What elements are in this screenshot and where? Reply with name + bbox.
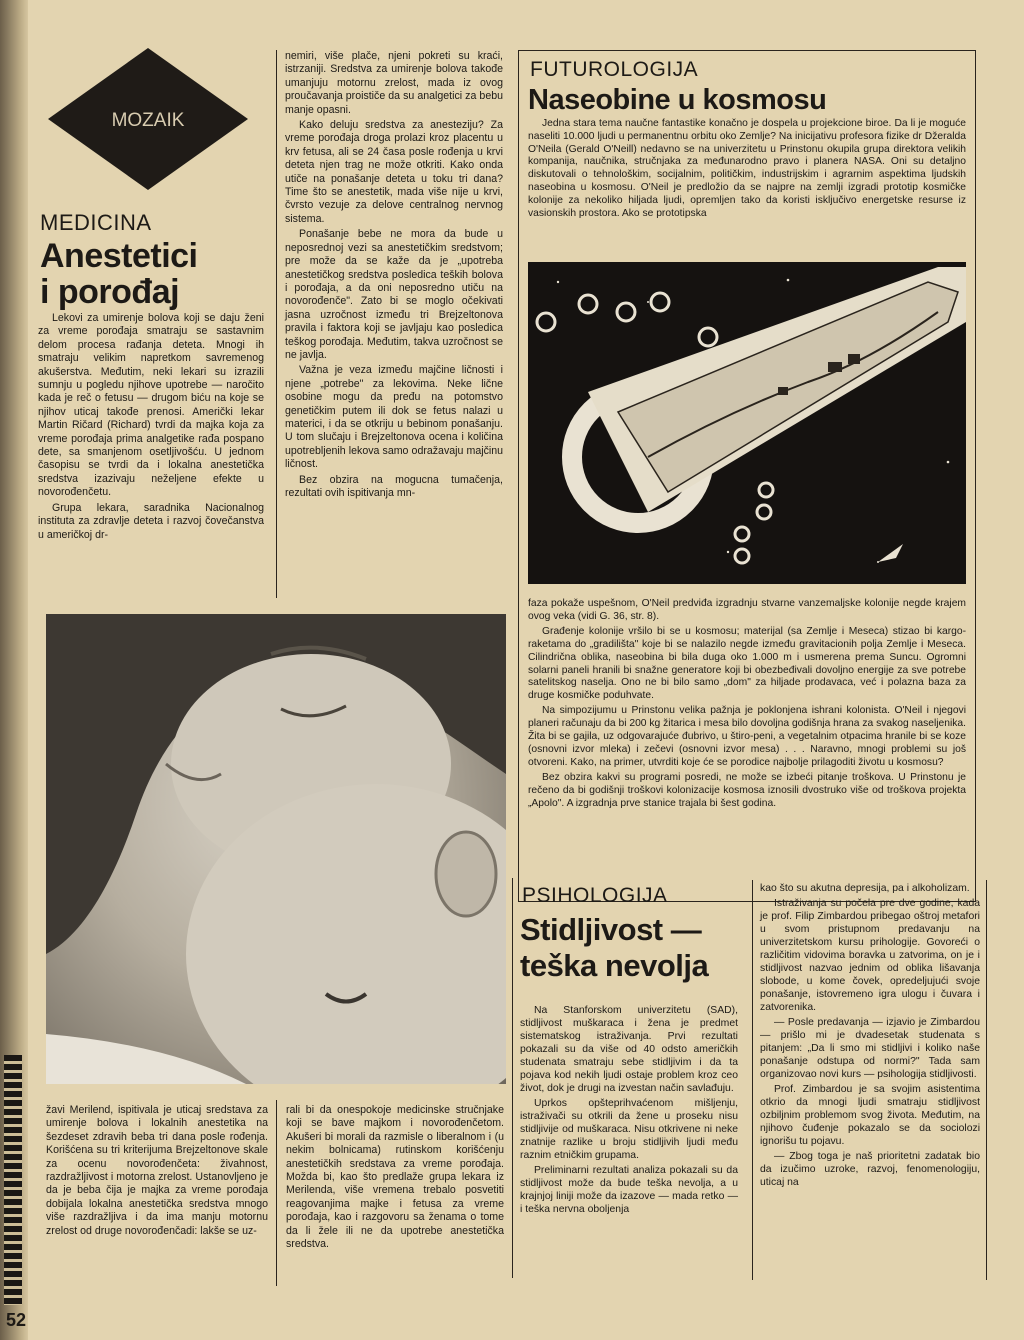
section-futurologija: FUTUROLOGIJA [530,58,699,81]
futurologija-intro [528,118,966,222]
column-rule [512,878,513,1278]
photo-shapes [46,614,506,1084]
space-colony-illustration [528,262,966,584]
paragraph: rali bi da onespokoje medicinske stručnjake koji se bave majkom i novorođenčetom. Akušeri bi morali da razmisle o liberalnom i (u nekim bolnicama) rutinskom korišćenju anestetičkih sredstava za vreme porođaja. Možda bi, kao što predlaže grupa lekara iz Merilenda, više vremena trebalo posvetiti reagovanjima majke i fetusa za vreme porođaja, kao i razgovoru sa ženama o tome da li žele ili ne da upotrebe anestetička sredstva. [286,1104,504,1251]
paragraph: nemiri, više plače, njeni pokreti su kraći, istrzaniji. Sredstva za umirenje bolova takođe umanjuju motornu zrelost, mada iz ovog proučavanja proističe da su analgetici za bebu manje opasni. [285,50,503,116]
paragraph: Kako deluju sredstva za anesteziju? Za vreme porođaja droga prolazi kroz placentu u krv fetusa, ali se 24 časa posle rođenja u krvi deteta njen trag ne može otkriti. Kako onda utiče na ponašanje deteta u toku tri dana? Time što se anestetik, mada više nije u krvi, čvrsto vezuje za delove centralnog nervnog sistema. [285,119,503,225]
psihologija-col2 [760,882,980,1191]
paragraph: Preliminarni rezultati analiza pokazali su da stidljivost može da bude teška nevolja, a u krajnjoj liniji može da izazove — mada retko — i teška nervna oboljenja [520,1165,738,1215]
paragraph: Bez obzira kakvi su programi posredi, ne može se izbeći pitanje troškova. U Prinstonu je rečeno da bi godišnji troškovi kolonizacije kosmosa iznosili dvostruko više od troškova projekta „Apolo". A izgradnja prve stanice trajala bi šest godina. [528,771,966,809]
paragraph: faza pokaže uspešnom, O'Neil predviđa izgradnju stvarne vanzemaljske kolonije negde krajem ovog veka (vidi G. 36, str. 8). [528,598,966,622]
paragraph: — Zbog toga je naš prioritetni zadatak bio da izučimo uzroke, razvoj, fenomenologiju, uticaj na [760,1151,980,1188]
article-title-stidljivost [520,912,708,984]
paragraph: Grupa lekara, saradnika Nacionalnog instituta za zdravlje deteta i razvoj čovečanstva u američkoj dr- [38,501,264,541]
badge-label: MOZAIK [111,110,185,131]
medicina-body-continued [285,50,503,502]
paragraph: Prof. Zimbardou je sa svojim asistentima otkrio da mnogi ljudi smatraju stidljivost ozbiljnim problemom svog života. Međutim, na njihovo čuđenje pokazalo se da sociolozi ignorišu tu pojavu. [760,1084,980,1147]
paragraph: Istraživanja su počela pre dve godine, kada je prof. Filip Zimbardou pribegao oštroj metafori u svom pristupnom predavanju na univerzitetskom kursu prihologije. Govoreći o različitim vidovima boravka u zatvorima, on je i stidljivost nazvao jednim od oblika lišavanja slobode, u kome čovek, opredeljujući svoje ponašanje, istovremeno igra ulogu i čuvara i zatvorenika. [760,898,980,1013]
article-title-naseobine: Naseobine u kosmosu [528,84,827,116]
page-number: 52 [6,1310,27,1330]
title-line-1: Stidljivost — [520,912,702,947]
mozaik-badge [48,48,248,190]
column-rule [276,1100,277,1286]
paragraph: Jedna stara tema naučne fantastike konačno je dospela u projekcione biroe. Da li je moguće naseliti 10.000 ljudi u permanentnu orbitu oko Zemlje? Na inicijativu profesora fizike dr Džeralda O'Neila (Gerald O'Neill) nedavno se na univerzitetu u Prinstonu okupila grupa direktora velikih kompanija, naučnika, stručnjaka za međunarodno pravo i planera NASA. Oni su detaljno diskutovali o tehnološkim, socijalnim, političkim, industrijskim i agrarnim aspektima ljudskih naseobina u kosmosu. O'Neil je predložio da se najpre na zemlji izgradi prototip kosmičke kolonije za nekoliko hiljada ljudi, opremljen tako da koristi isključivo energetske resurse iz vasionskih prostora. Ako se prototipska [528,118,966,219]
section-psihologija: PSIHOLOGIJA [522,884,668,907]
paragraph: — Posle predavanja — izjavio je Zimbardou — prišlo mi je dvadesetak studenata s pitanjem: „Da li smo mi stidljivi i koliko naše ponašanje odstupa od normi?" Tada sam organizovao novi kurs — psihologija stidljivosti. [760,1017,980,1080]
medicina-body-bottom-middle [286,1104,504,1253]
illustration-svg [528,262,966,584]
medicina-body-bottom-left [46,1104,268,1240]
column-rule [752,880,753,1280]
article-title-anestetici [40,238,198,310]
title-line-2: i porođaj [40,273,180,311]
paragraph: Uprkos opšteprihvaćenom mišljenju, istraživači su otkrili da žene u proseku nisu stidljivije od muškaraca. Nisu otkrivene ni neke znatnije razlike u broju stidljivih ljudi među raznim etničkim grupama. [520,1098,738,1161]
column-rule [276,50,277,598]
mother-baby-photo [46,614,506,1084]
psihologija-col1 [520,1004,738,1218]
section-medicina: MEDICINA [40,210,152,235]
paragraph: Lekovi za umirenje bolova koji se daju ženi za vreme porođaja smatraju se sastavnim delom procesa rađanja deteta. Mnogi ih smatraju velikim napretkom savremenog akušerstva. Međutim, neki lekari su izrazili sumnju u pogledu njihove upotrebe — naročito kada je reč o fetusu — drugom biću na koje se njihov uticaj takođe prenosi. Američki lekar Martin Ričard (Richard) tvrdi da majka koja za vreme porođaja prima analgetike rađa pospano dete, sa smanjenom osetljivošću. U jednom časopisu se tvrdi da i lokalna anestetička sredstva izazivaju neželjene efekte u novorođenčetu. [38,312,264,499]
paragraph: Na Stanforskom univerzitetu (SAD), stidljivost muškaraca i žena je predmet sistematskog istraživanja. Prvi rezultati pokazali su da više od 40 odsto američkih studenata smatraju sebe stidljivim i da ta pojava kod nekih ljudi ostaje problem kroz ceo život, dok je drugi na izvestan način savlađuju. [520,1005,738,1094]
baby-ear [436,832,496,916]
paragraph: Na simpozijumu u Prinstonu velika pažnja je poklonjena ishrani kolonista. O'Neil i njegovi planeri računaju da bi 200 kg žitarica i mesa bilo dovoljna godišnja hrana za svakog naseljenika. Žita bi se gajila, uz odgovarajuće đubrivo, u štiro-peni, a vegetalnim otpacima hranile bi se koze (osnovni izvor mleka) i zečevi (osnovni izvor mesa) . . . Naravno, mnogi problemi su još otvoreni. Kako, na primer, utvrditi koje će se porodice najbolje prilagoditi životu u kosmosu? [528,705,966,768]
paragraph: Važna je veza između majčine ličnosti i njene „potrebe" za lekovima. Neke lične osobine mogu da pređu na potomstvo genetičkim putem ili dok se fetus nalazi u materici, i da se otkriju u bebinom ponašanju. U tom slučaju i Brejzeltonova ocena i količina upotrebljenih lekova samo odražavaju majčinu ličnost. [285,364,503,471]
medicina-body [38,312,264,544]
title-line-2: teška nevolja [520,948,709,983]
spine-print-marks [4,1055,22,1305]
title-line-1: Anestetici [40,237,198,275]
paragraph: Bez obzira na mogucna tumačenja, rezultati ovih ispitivanja mn- [285,473,503,499]
paragraph: Ponašanje bebe ne mora da bude u neposrednoj vezi sa anestetičkim sredstvom; pre može da se kaže da je „upotreba anestetičkog sredstva posledica teških bolova i porođaja, a da oni neposredno utiču na novorođenče". Zato bi se moglo očekivati jasna uzročnost između tri Brejzeltonova pravila i faktora koji se javljaju kao posledica teškog porođaja. Međutim, takva uzročnost se ne javlja. [285,228,503,361]
paragraph: Građenje kolonije vršilo bi se u kosmosu; materijal (sa Zemlje i Meseca) stizao bi kargo-raketama do „gradilišta" koje bi se nalazilo negde između gravitacionih polja Zemlje i Meseca. Cilindrična oblika, naseobina bi bila duga oko 1.000 m i usmerena prema Suncu. Ogromni solarni paneli hranili bi snažne generatore koji bi obezbeđivali dovoljno energije za sve potrebe satelitskog naselja. Ono ne bi bilo samo „dom" za hiljade prodavaca, već i polazna baza za druge kosmičke poduhvate. [528,625,966,702]
paragraph: žavi Merilend, ispitivala je uticaj sredstava za umirenje bolova i lokalnih anestetika na šezdeset zdravih beba tri dana posle rođenja. Korišćena su tri kriterijuma Brejzeltonove skale za ocenu novorođenčeta: živahnost, razdražljivost i motorna zrelost. Ustanovljeno je da je beba čija je majka za vreme porođaja dobijala lokalna anestetička sredstva mnogo više razdražljiva i da ima manju motornu zrelost od druge novorođenčadi: lakše se uz- [46,1104,268,1237]
futurologija-body [528,598,966,813]
paragraph: kao što su akutna depresija, pa i alkoholizam. [760,883,970,894]
column-rule [986,880,987,1280]
